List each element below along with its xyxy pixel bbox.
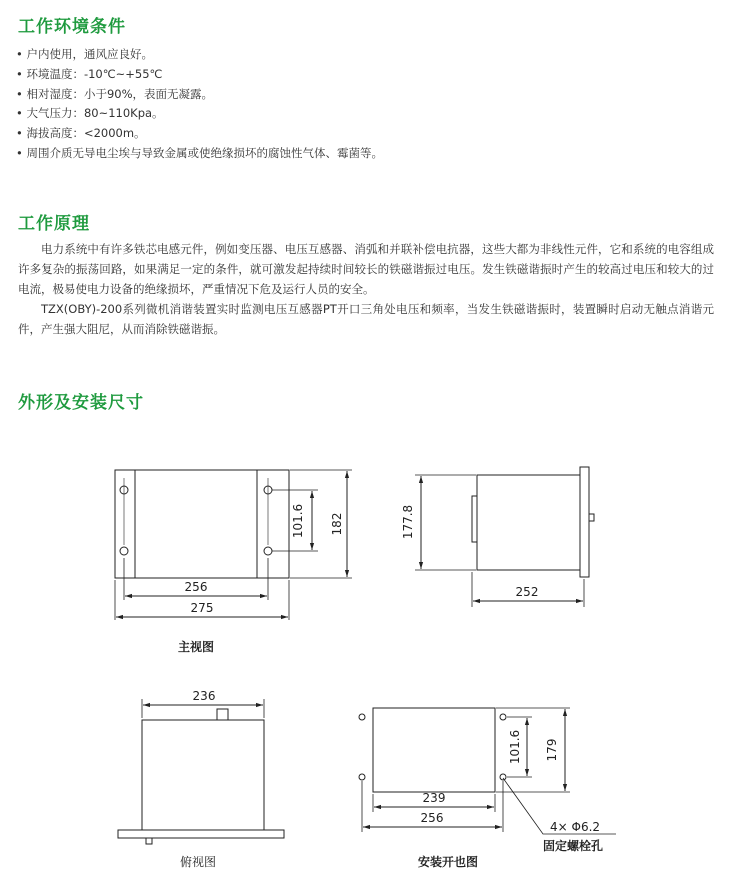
hole-spec-note: 4× Φ6.2 — [550, 820, 601, 834]
cutout-view-drawing — [359, 708, 616, 834]
top-view-caption: 俯视图 — [179, 855, 217, 869]
cutout-view-caption: 安装开也图 — [417, 855, 479, 869]
environment-heading: 工作环境条件 — [18, 17, 126, 37]
mount-hole-icon — [359, 774, 365, 780]
environment-item: • 周围介质无导电尘埃与导致金属或使绝缘损坏的腐蚀性气体、霉菌等。 — [16, 144, 383, 164]
environment-item: • 海拔高度：<2000m。 — [16, 124, 383, 144]
principle-paragraph: TZX(OBY)-200系列微机消谐装置实时监测电压互感器PT开口三角处电压和频率，当发生铁磁谐振时，装置瞬时启动无触点消谐元件，产生强大阻尼，从而消除铁磁谐振。 — [18, 302, 714, 336]
mount-hole-icon — [500, 774, 506, 780]
dim-label: 101.6 — [291, 503, 305, 539]
dim-label: 256 — [184, 580, 208, 594]
dim-label: 179 — [545, 738, 559, 762]
dim-label: 236 — [192, 689, 216, 703]
dim-label: 275 — [190, 601, 214, 615]
hole-spec-label: 固定螺栓孔 — [543, 839, 604, 853]
dim-label: 239 — [422, 791, 446, 805]
environment-item: • 大气压力：80~110Kpa。 — [16, 104, 383, 124]
environment-item: • 户内使用，通风应良好。 — [16, 45, 383, 65]
front-view-drawing — [115, 470, 352, 620]
mount-hole-icon — [500, 714, 506, 720]
dim-label: 256 — [420, 811, 444, 825]
dimensions-heading: 外形及安装尺寸 — [18, 393, 144, 413]
mount-hole-icon — [264, 547, 272, 555]
mount-hole-icon — [120, 547, 128, 555]
front-view-caption: 主视图 — [177, 640, 215, 654]
principle-heading: 工作原理 — [18, 214, 90, 234]
side-view-drawing — [415, 467, 594, 607]
principle-paragraph: 电力系统中有许多铁芯电感元件，例如变压器、电压互感器、消弧和并联补偿电抗器，这些大都为非线性元件，它和系统的电容组成许多复杂的振荡回路，如果满足一定的条件，就可激发起持续时间较长的铁磁谐振过电压。发生铁磁谐振时产生的较高过电压和较大的过电流，极易使电力设备的绝缘损坏，严重情况下危及运行人员的安全。 — [18, 242, 714, 296]
dim-label: 252 — [515, 585, 539, 599]
top-view-drawing — [118, 699, 284, 844]
mount-hole-icon — [359, 714, 365, 720]
environment-item: • 相对湿度：小于90%，表面无凝露。 — [16, 85, 383, 105]
dim-label: 177.8 — [401, 504, 415, 540]
dim-label: 182 — [330, 512, 344, 536]
environment-item: • 环境温度：-10℃~+55℃ — [16, 65, 383, 85]
dim-label: 101.6 — [508, 729, 522, 765]
